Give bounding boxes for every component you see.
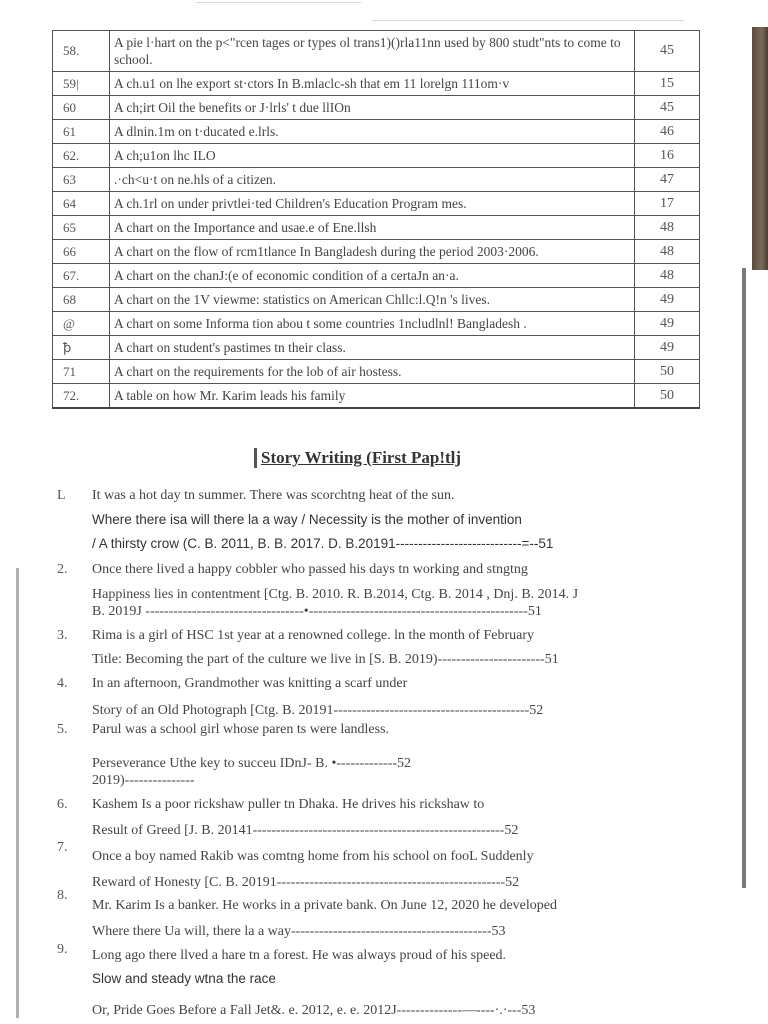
toc-number: 66 [53, 240, 110, 264]
toc-row [53, 120, 700, 144]
story-line: / A thirsty crow (C. B. 2011, B. B. 2017. D. B.20191----------------------------=--51 [92, 536, 554, 551]
story-number: 6. [57, 797, 68, 812]
toc-row [53, 336, 700, 360]
story-line: In an afternoon, Grandmother was knitting a scarf under [92, 676, 408, 691]
page-edge-strip [752, 27, 768, 270]
toc-title: A chart on the requirements for the lob of air hostess. [110, 360, 635, 384]
toc-number: 71 [53, 360, 110, 384]
toc-page: 49 [635, 288, 700, 312]
toc-page: 48 [635, 216, 700, 240]
toc-page: 48 [635, 240, 700, 264]
toc-row [53, 144, 700, 168]
toc-title: A chart on the 1V viewme: statistics on American Chllc:l.Q!n 's lives. [110, 288, 635, 312]
toc-page: 49 [635, 312, 700, 336]
story-number: 3. [57, 628, 68, 643]
toc-number: @ [53, 312, 110, 336]
story-line: It was a hot day tn summer. There was scorchtng heat of the sun. [92, 488, 455, 503]
story-line: Perseverance Uthe key to succeu IDnJ- B. •-------------52 [92, 756, 411, 771]
toc-number: 67. [53, 264, 110, 288]
story-number: 4. [57, 676, 68, 691]
story-line: Long ago there llved a hare tn a forest. He was always proud of his speed. [92, 948, 507, 963]
toc-row [53, 288, 700, 312]
story-line: Parul was a school girl whose paren ts were landless. [92, 722, 390, 737]
toc-page: 17 [635, 192, 700, 216]
story-line: 2019)--------------- [92, 773, 195, 788]
story-number: 5. [57, 722, 68, 737]
story-line: Once a boy named Rakib was comtng home from his school on fooL Suddenly [92, 849, 534, 864]
toc-number: 60 [53, 96, 110, 120]
story-line: Once there lived a happy cobbler who passed his days tn working and stngtng [92, 562, 528, 577]
toc-row [53, 96, 700, 120]
toc-title: A pie l·hart on the p<"rcen tages or types ol trans1)()rla11nn used by 800 studt"nts to come to school. [110, 31, 635, 72]
toc-title: A table on how Mr. Karim leads his family [110, 384, 635, 409]
scan-bar-right [742, 268, 746, 888]
toc-number: 64 [53, 192, 110, 216]
toc-title: A ch.u1 on lhe export st·ctors In B.mlaclc-sh that em 11 lorelgn 111om·v [110, 72, 635, 96]
story-line: Result of Greed [J. B. 20141------------------------------------------------------52 [92, 823, 519, 838]
story-line: Happiness lies in contentment [Ctg. B. 2010. R. B.2014, Ctg. B. 2014 , Dnj. B. 2014. J [92, 587, 579, 602]
story-line: Where there Ua will, there la a way-------------------------------------------53 [92, 924, 506, 939]
scan-bar-left [16, 568, 19, 1018]
toc-page: 47 [635, 168, 700, 192]
toc-row [53, 216, 700, 240]
toc-title: A chart on the flow of rcm1tlance In Bangladesh during the period 2003·2006. [110, 240, 635, 264]
section-title [254, 448, 461, 468]
story-line: Story of an Old Photograph [Ctg. B. 20191------------------------------------------52 [92, 703, 544, 718]
toc-title: .·ch<u·t on ne.hls of a citizen. [110, 168, 635, 192]
toc-page: 49 [635, 336, 700, 360]
toc-row [53, 31, 700, 72]
story-line: Reward of Honesty [C. B. 20191-------------------------------------------------52 [92, 875, 520, 890]
story-line: Rima is a girl of HSC 1st year at a renowned college. ln the month of February [92, 628, 535, 643]
story-number: 8. [57, 888, 68, 903]
toc-number: ꝥ [53, 336, 110, 360]
toc-page: 45 [635, 31, 700, 72]
toc-row [53, 360, 700, 384]
toc-row [53, 312, 700, 336]
toc-title: A ch;u1on lhc ILO [110, 144, 635, 168]
story-line: B. 2019J ----------------------------------•-----------------------------------------------51 [92, 604, 542, 619]
toc-page: 46 [635, 120, 700, 144]
toc-page: 50 [635, 360, 700, 384]
toc-number: 72. [53, 384, 110, 409]
toc-number: 61 [53, 120, 110, 144]
story-line: Title: Becoming the part of the culture we live in [S. B. 2019)-----------------------51 [92, 652, 559, 667]
toc-title: A ch.1rl on under privtlei·ted Children's Education Program mes. [110, 192, 635, 216]
toc-number: 62. [53, 144, 110, 168]
toc-title: A chart on some Informa tion abou t some countries 1ncludlnl! Bangladesh . [110, 312, 635, 336]
toc-title: A chart on the chanJ:(e of economic condition of a certaJn an·a. [110, 264, 635, 288]
story-number: 9. [57, 942, 68, 957]
toc-number: 63 [53, 168, 110, 192]
toc-page: 15 [635, 72, 700, 96]
toc-page: 45 [635, 96, 700, 120]
toc-number: 65 [53, 216, 110, 240]
story-line: Slow and steady wtna the race [92, 971, 276, 986]
toc-row [53, 168, 700, 192]
toc-title: A dlnin.1m on t·ducated e.lrls. [110, 120, 635, 144]
toc-number: 68 [53, 288, 110, 312]
top-rule-right [372, 20, 684, 21]
toc-page: 16 [635, 144, 700, 168]
toc-row [53, 72, 700, 96]
top-rule-left [196, 2, 361, 3]
section-title-text: Story Writing (First Pap!tlj [261, 448, 462, 467]
contents-table [52, 30, 700, 409]
toc-page: 50 [635, 384, 700, 409]
toc-title: A ch;irt Oil the benefits or J·lrls' t due llIOn [110, 96, 635, 120]
story-line: Kashem Is a poor rickshaw puller tn Dhaka. He drives his rickshaw to [92, 797, 485, 812]
toc-number: 58. [53, 31, 110, 72]
story-line: Mr. Karim Is a banker. He works in a private bank. On June 12, 2020 he developed [92, 898, 557, 913]
toc-row [53, 240, 700, 264]
story-number: 7. [57, 840, 68, 855]
toc-title: A chart on student's pastimes tn their class. [110, 336, 635, 360]
story-number: L [57, 488, 66, 503]
toc-number: 59| [53, 72, 110, 96]
toc-title: A chart on the Importance and usae.e of Ene.llsh [110, 216, 635, 240]
story-line: Or, Pride Goes Before a Fall Jet&. e. 2012, e. e. 2012J--------------—----·.·---53 [92, 1003, 536, 1018]
toc-row [53, 384, 700, 409]
toc-row [53, 264, 700, 288]
toc-page: 48 [635, 264, 700, 288]
toc-row [53, 192, 700, 216]
story-line: Where there isa will there la a way / Necessity is the mother of invention [92, 512, 522, 527]
story-number: 2. [57, 562, 68, 577]
